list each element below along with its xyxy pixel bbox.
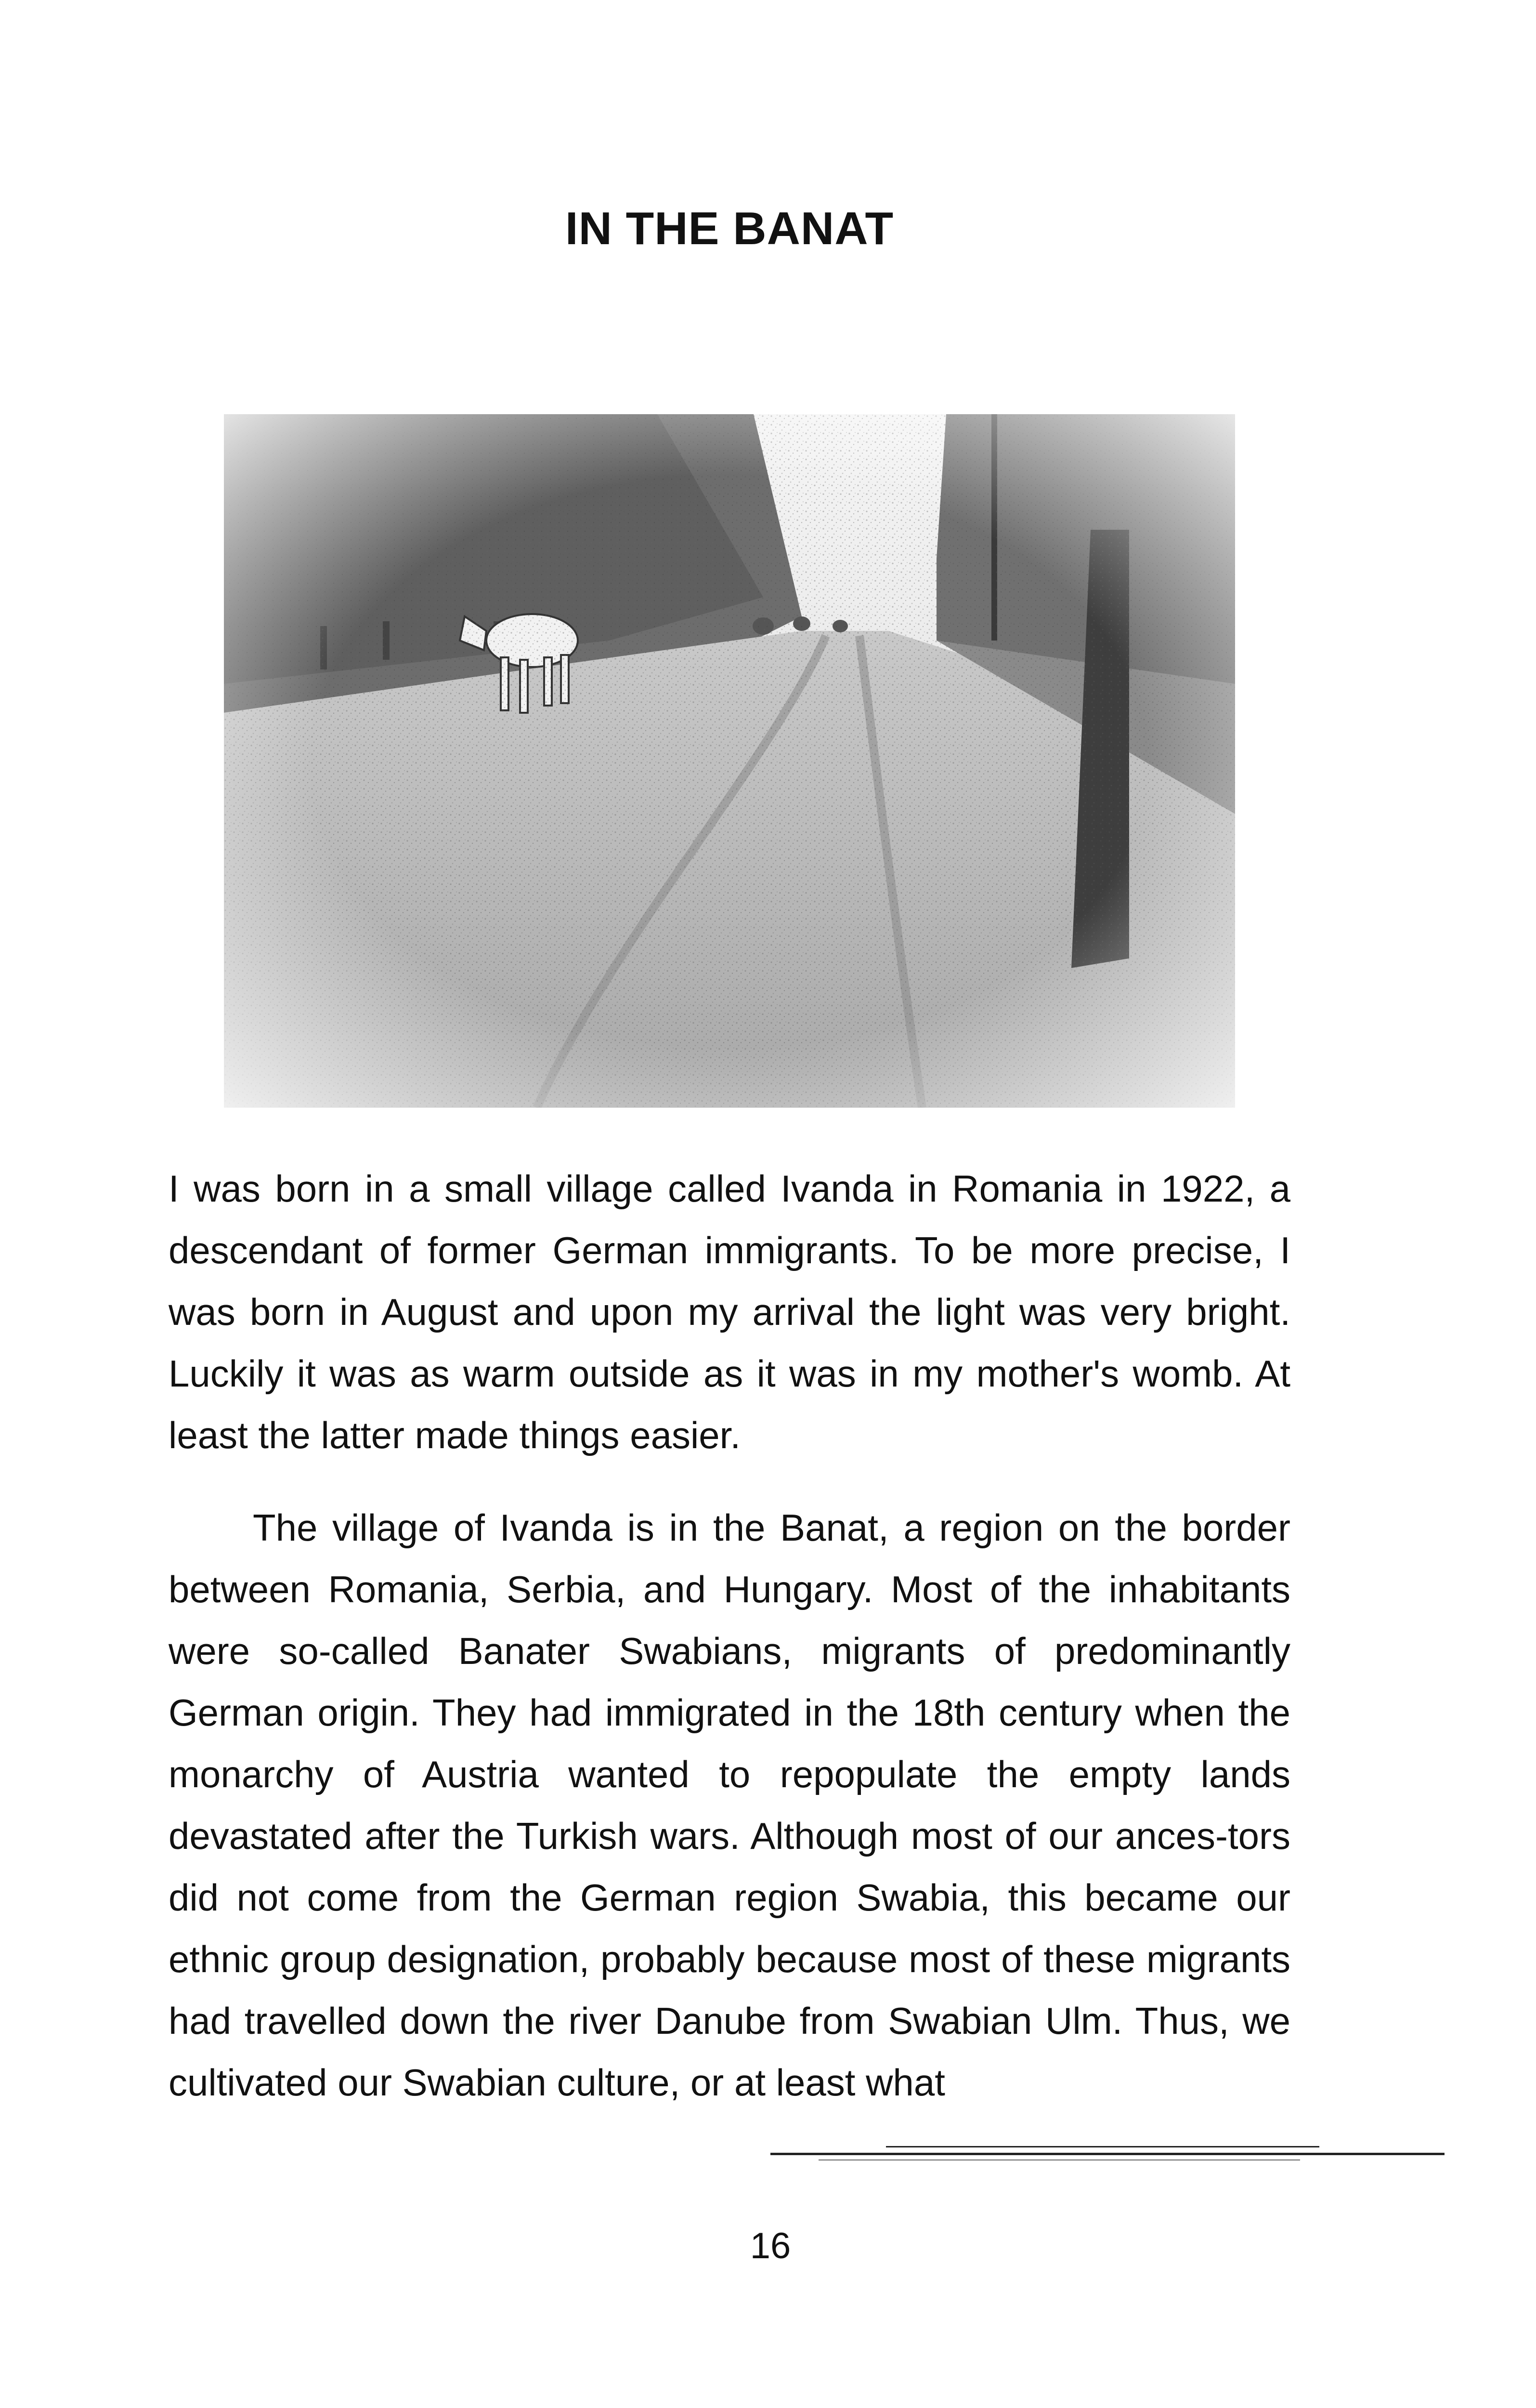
village-road-photo (224, 414, 1235, 1108)
paragraph-2 (169, 1497, 1290, 2113)
paragraph-1 (169, 1158, 1290, 1466)
footer-rule-top (886, 2146, 1319, 2147)
paragraph-2-text: The village of Ivanda is in the Banat, a region on the border between Romania, Serbia, and Hungary. Most of the inhabitants were so-called Banater Swabians, migrants of predominantly German origin. They had immigrated in the 18th century when the monarchy of Austria wanted to repopulate the empty lands devastated after the Turkish wars. Although most of our ances-tors did not come from the German region Swabia, this became our ethnic group designation, probably because most of these migrants had travelled down the river Danube from Swabian Ulm. Thus, we cultivated our Swabian culture, or at least what (169, 1506, 1290, 2104)
page-number: 16 (750, 2225, 791, 2266)
footer-rule-bottom (819, 2159, 1300, 2160)
paragraph-1-text: I was born in a small village called Ivanda in Romania in 1922, a descendant of former German immigrants. To be more precise, I was born in August and upon my arrival the light was very bright. Luckily it was as warm outside as it was in my mother's womb. At least the latter made things easier. (169, 1167, 1290, 1456)
chapter-title: IN THE BANAT (565, 203, 894, 254)
footer-rule-middle (770, 2153, 1445, 2155)
